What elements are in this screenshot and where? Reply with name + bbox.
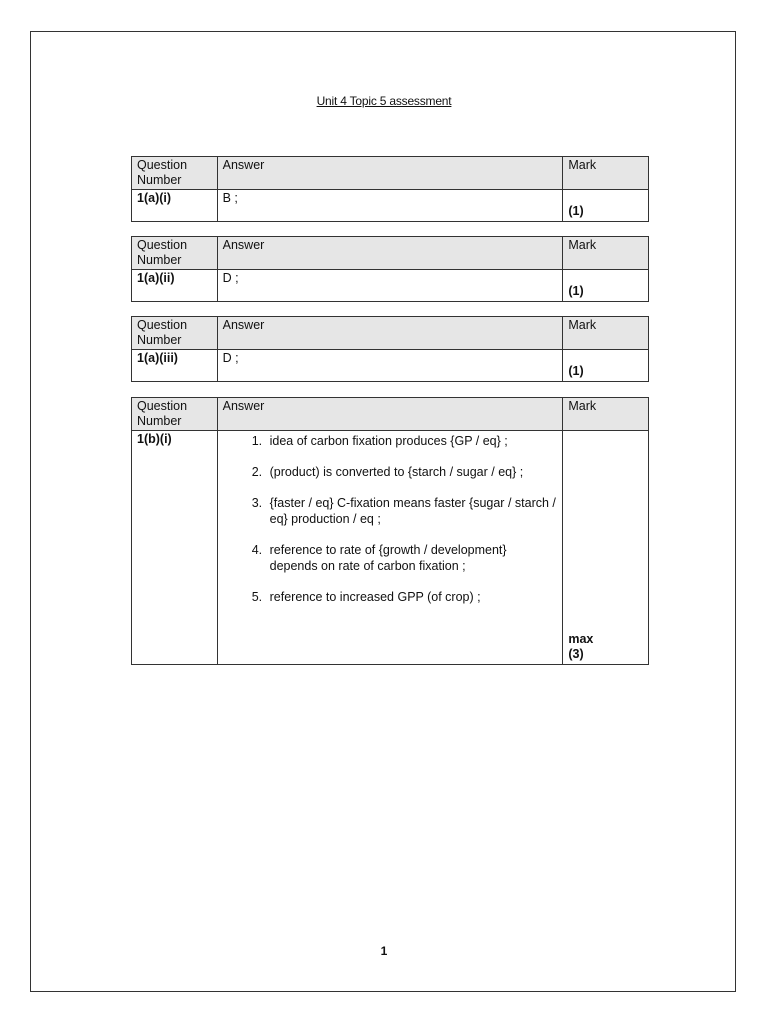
mark-value: (1)	[568, 204, 584, 218]
mark-scheme-table-1	[131, 156, 649, 222]
answer-text: B ;	[217, 190, 563, 222]
document-title: Unit 4 Topic 5 assessment	[316, 94, 452, 108]
marking-point: 4. reference to rate of {growth / development} depends on rate of carbon fixation ;	[266, 542, 558, 574]
answer-text: D ;	[217, 350, 563, 382]
table-row	[132, 350, 649, 382]
table-header-row	[132, 398, 649, 431]
mark-max-label: max	[568, 632, 594, 646]
mark-value: (3)	[568, 647, 584, 661]
question-number-header: Question Number	[132, 237, 218, 270]
answer-header: Answer	[217, 317, 563, 350]
answer-header: Answer	[217, 157, 563, 190]
mark-scheme-table-2	[131, 236, 649, 302]
mark-cell	[563, 431, 649, 665]
marking-point: 1. idea of carbon fixation produces {GP / eq} ;	[266, 433, 558, 449]
mark-scheme-table-4	[131, 397, 649, 665]
question-number: 1(b)(i)	[132, 431, 218, 665]
table-row	[132, 431, 649, 665]
table-header-row	[132, 317, 649, 350]
mark-max-block	[568, 632, 593, 662]
mark-value: (1)	[568, 284, 584, 298]
mark-cell	[563, 270, 649, 302]
marking-point: 5. reference to increased GPP (of crop) ;	[266, 589, 558, 605]
answer-header: Answer	[217, 398, 563, 431]
mark-header: Mark	[563, 157, 649, 190]
table-header-row	[132, 157, 649, 190]
mark-header: Mark	[563, 317, 649, 350]
marking-points-list	[223, 433, 558, 605]
mark-value: (1)	[568, 364, 584, 378]
marking-point: 3. {faster / eq} C-fixation means faster {sugar / starch / eq} production / eq ;	[266, 495, 558, 527]
mark-header: Mark	[563, 237, 649, 270]
table-row	[132, 190, 649, 222]
question-number-header: Question Number	[132, 398, 218, 431]
mark-cell	[563, 350, 649, 382]
marking-point: 2. (product) is converted to {starch / sugar / eq} ;	[266, 464, 558, 480]
question-number-header: Question Number	[132, 157, 218, 190]
question-number: 1(a)(iii)	[132, 350, 218, 382]
table-header-row	[132, 237, 649, 270]
question-number: 1(a)(ii)	[132, 270, 218, 302]
question-number-header: Question Number	[132, 317, 218, 350]
question-number: 1(a)(i)	[132, 190, 218, 222]
answer-cell	[217, 431, 563, 665]
mark-scheme-table-3	[131, 316, 649, 382]
mark-header: Mark	[563, 398, 649, 431]
answer-header: Answer	[217, 237, 563, 270]
page-number: 1	[380, 944, 388, 958]
table-row	[132, 270, 649, 302]
answer-text: D ;	[217, 270, 563, 302]
mark-cell	[563, 190, 649, 222]
